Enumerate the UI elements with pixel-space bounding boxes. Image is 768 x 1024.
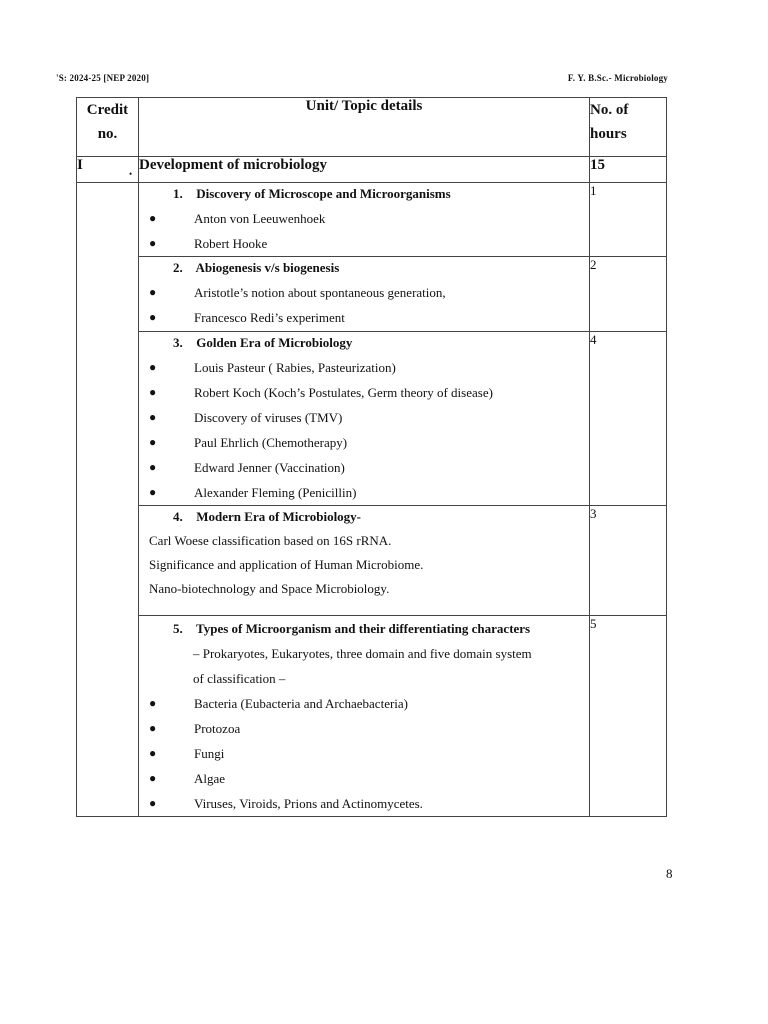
bullet-icon: ● — [149, 746, 157, 760]
list-item: ● Robert Hooke — [139, 231, 589, 256]
topic-hours: 1 — [590, 183, 667, 257]
topic-number: 4. — [173, 509, 183, 524]
bullet-icon: ● — [149, 211, 157, 225]
topic-cell — [139, 506, 590, 616]
bullet-icon: ● — [149, 460, 157, 474]
list-item: ● Alexander Fleming (Penicillin) — [139, 480, 589, 505]
topic-cell — [139, 183, 590, 257]
topic-number: 2. — [173, 260, 183, 275]
syllabus-table — [76, 97, 667, 817]
unit-hours: 15 — [590, 157, 667, 183]
credit-header-line1: Credit — [86, 102, 129, 118]
list-item: ● Algae — [139, 766, 589, 791]
topic-heading — [139, 257, 589, 280]
topic-title: Abiogenesis v/s biogenesis — [195, 260, 340, 275]
topic-hours: 2 — [590, 257, 667, 332]
bullet-icon: ● — [149, 385, 157, 399]
unit-title: Development of microbiology — [139, 157, 590, 183]
topic-hours: 3 — [590, 506, 667, 616]
topic-description: – Prokaryotes, Eukaryotes, three domain and five domain system — [193, 646, 532, 661]
topic-cell — [139, 257, 590, 332]
list-item: ● Bacteria (Eubacteria and Archaebacteria) — [139, 691, 589, 716]
topic-description: of classification – — [193, 671, 286, 686]
list-item: ● Protozoa — [139, 716, 589, 741]
list-item: ● Discovery of viruses (TMV) — [139, 405, 589, 430]
table-header-row — [77, 98, 667, 157]
list-item: ● Francesco Redi’s experiment — [139, 305, 589, 330]
list-item: Carl Woese classification based on 16S rRNA. — [149, 533, 392, 548]
credit-blank-cell — [77, 183, 139, 817]
topic-title: Modern Era of Microbiology- — [196, 509, 362, 524]
topic-title: Golden Era of Microbiology — [196, 335, 353, 350]
topic-row — [77, 616, 667, 817]
bullet-icon: ● — [149, 435, 157, 449]
topic-heading — [139, 332, 589, 355]
stray-mark: • — [129, 169, 133, 179]
topic-row — [77, 332, 667, 506]
topic-title: Discovery of Microscope and Microorganisms — [196, 186, 451, 201]
topic-number: 3. — [173, 335, 183, 350]
topic-hours: 5 — [590, 616, 667, 817]
credit-header-line2: no. — [97, 126, 118, 142]
list-item: ● Edward Jenner (Vaccination) — [139, 455, 589, 480]
bullet-icon: ● — [149, 771, 157, 785]
topic-number: 1. — [173, 186, 183, 201]
bullet-icon: ● — [149, 310, 157, 324]
page-number: 8 — [666, 866, 673, 881]
topic-row — [77, 506, 667, 616]
topic-title: Types of Microorganism and their differentiating characters — [196, 621, 531, 636]
topic-cell — [139, 332, 590, 506]
list-item: ● Louis Pasteur ( Rabies, Pasteurization) — [139, 355, 589, 380]
topic-heading — [139, 183, 589, 206]
hours-header-line2: hours — [590, 126, 627, 142]
bullet-icon: ● — [149, 285, 157, 299]
unit-header: Unit/ Topic details — [139, 98, 590, 157]
unit-id: I — [77, 157, 83, 173]
list-item: ● Anton von Leeuwenhoek — [139, 206, 589, 231]
bullet-icon: ● — [149, 696, 157, 710]
bullet-icon: ● — [149, 721, 157, 735]
header-left: 'S: 2024-25 [NEP 2020] — [56, 73, 150, 83]
list-item: ● Aristotle’s notion about spontaneous generation, — [139, 280, 589, 305]
hours-header-line1: No. of — [590, 102, 629, 118]
unit-id-cell — [77, 157, 139, 183]
bullet-icon: ● — [149, 410, 157, 424]
topic-heading — [139, 618, 589, 641]
bullet-icon: ● — [149, 485, 157, 499]
list-item: Nano-biotechnology and Space Microbiology. — [149, 581, 390, 596]
topic-row — [77, 183, 667, 257]
list-item: ● Fungi — [139, 741, 589, 766]
list-item: Significance and application of Human Microbiome. — [149, 557, 424, 572]
list-item: ● Robert Koch (Koch’s Postulates, Germ theory of disease) — [139, 380, 589, 405]
bullet-icon: ● — [149, 796, 157, 810]
list-item: ● Viruses, Viroids, Prions and Actinomycetes. — [139, 791, 589, 816]
bullet-icon: ● — [149, 236, 157, 250]
topic-number: 5. — [173, 621, 183, 636]
topic-cell — [139, 616, 590, 817]
topic-row — [77, 257, 667, 332]
hours-header — [590, 98, 667, 157]
unit-row — [77, 157, 667, 183]
topic-hours: 4 — [590, 332, 667, 506]
credit-header — [77, 98, 139, 157]
list-item: ● Paul Ehrlich (Chemotherapy) — [139, 430, 589, 455]
header-right: F. Y. B.Sc.- Microbiology — [567, 73, 668, 83]
bullet-icon: ● — [149, 360, 157, 374]
topic-heading — [139, 506, 589, 529]
